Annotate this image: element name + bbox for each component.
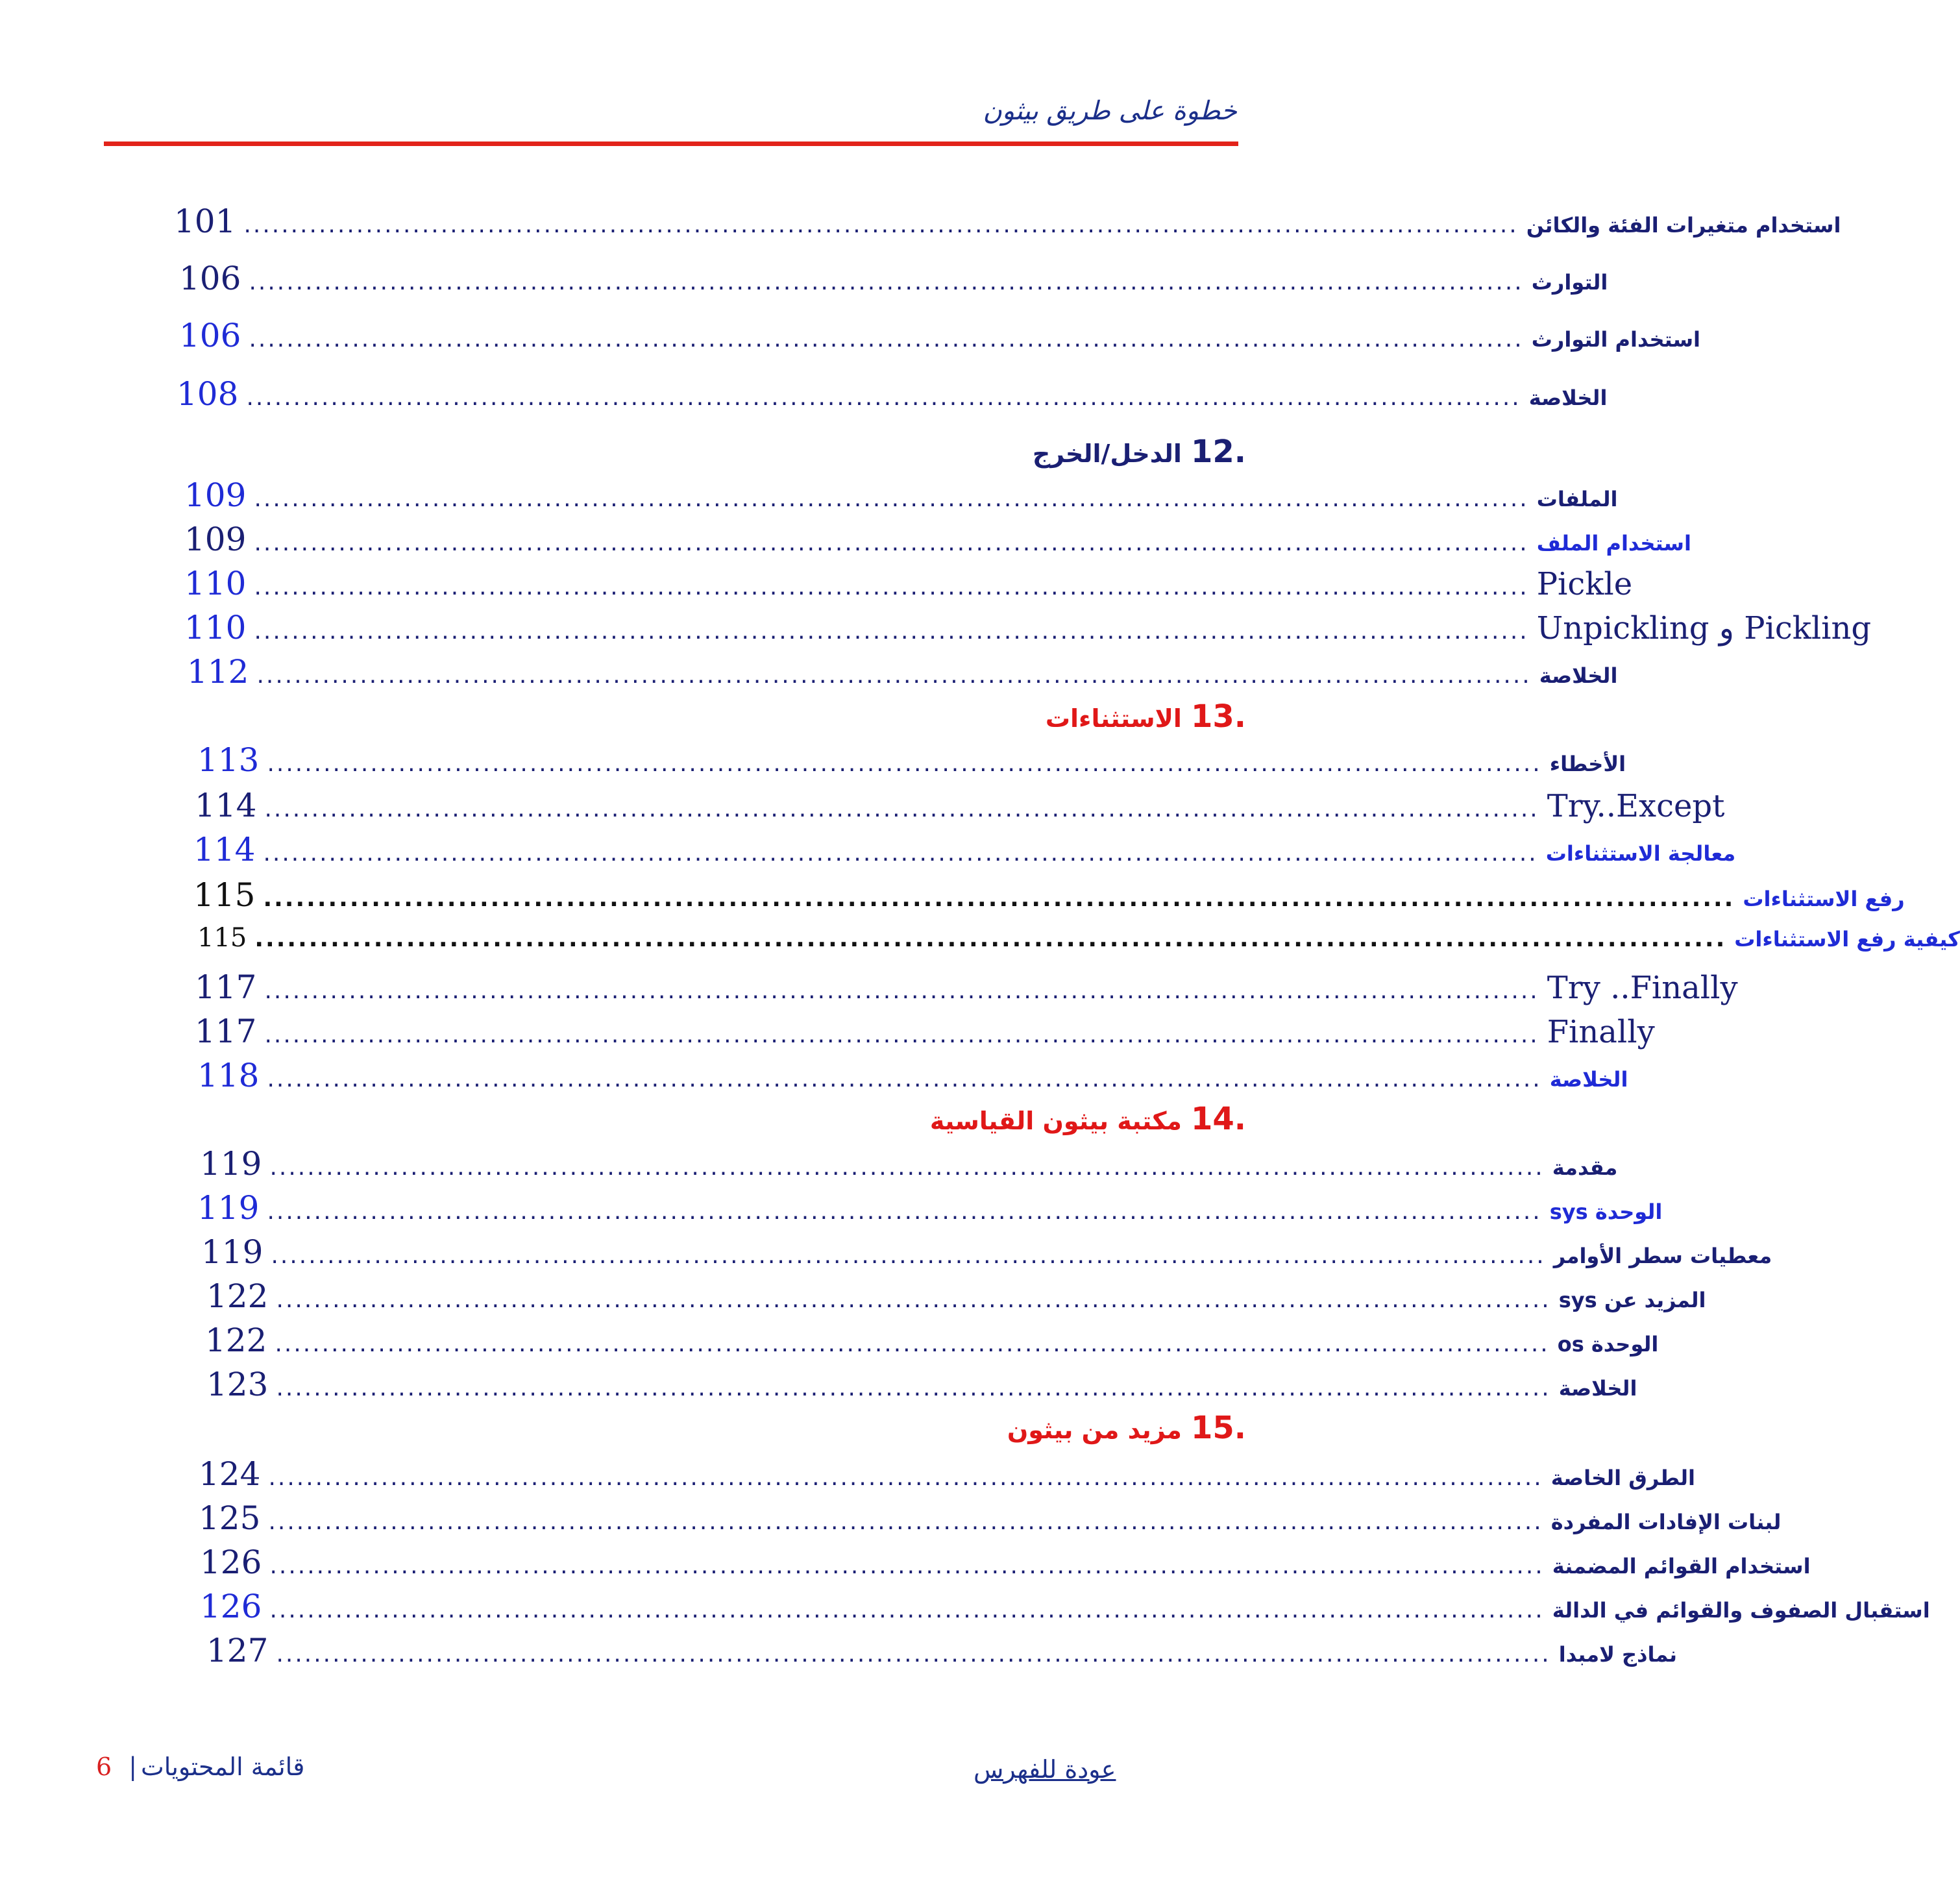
running-header-title: خطوة على طريق بيثون — [983, 96, 1237, 126]
toc-page-number: 118 — [197, 1057, 260, 1094]
chapter-heading-13[interactable] — [1046, 698, 1246, 739]
toc-page-number: 119 — [201, 1233, 263, 1271]
toc-entry-label: معالجة الاستثناءات — [1545, 841, 1736, 866]
footer-section-label: قائمة المحتويات — [141, 1752, 305, 1781]
toc-entry-label: رفع الاستثناءات — [1743, 887, 1905, 911]
toc-entry[interactable] — [179, 317, 1700, 357]
toc-entry-label: Try ..Finally — [1547, 970, 1738, 1006]
toc-entry-label: استخدام التوارث — [1531, 327, 1700, 352]
toc-entry[interactable] — [206, 1632, 1677, 1672]
toc-leader-dots: ........................................................................................................................................ — [267, 750, 1542, 777]
toc-entry-label: الأخطاء — [1549, 752, 1626, 776]
toc-entry[interactable] — [184, 476, 1618, 517]
toc-page-number: 101 — [174, 203, 236, 240]
toc-entry[interactable] — [201, 1233, 1772, 1273]
toc-entry-label: معطيات سطر الأوامر — [1553, 1244, 1772, 1268]
toc-entry[interactable] — [184, 609, 1872, 649]
toc-entry[interactable] — [187, 653, 1618, 693]
toc-page-number: 117 — [195, 1013, 257, 1050]
toc-entry[interactable] — [179, 260, 1608, 300]
toc-leader-dots: ........................................................................................................................................ — [254, 926, 1727, 952]
toc-leader-dots: ........................................................................................................................................ — [264, 1022, 1539, 1048]
toc-page-number: 110 — [184, 609, 247, 646]
toc-entry[interactable] — [193, 831, 1736, 871]
toc-entry[interactable] — [200, 1145, 1618, 1185]
toc-leader-dots: ........................................................................................................................................ — [269, 1154, 1545, 1181]
toc-entry[interactable] — [195, 1013, 1655, 1053]
chapter-number: 14. — [1190, 1101, 1246, 1137]
toc-entry[interactable] — [206, 1277, 1706, 1318]
toc-page-number: 113 — [197, 741, 260, 779]
toc-leader-dots: ........................................................................................................................................ — [256, 662, 1532, 689]
toc-page-number: 115 — [193, 876, 256, 914]
toc-entry[interactable] — [184, 521, 1691, 561]
toc-entry-label: Unpickling و Pickling — [1536, 610, 1872, 646]
toc-page-number: 126 — [200, 1588, 262, 1625]
toc-entry[interactable] — [184, 565, 1633, 605]
back-to-index-link[interactable]: عودة للفهرس — [974, 1755, 1116, 1784]
toc-page-number: 122 — [206, 1277, 269, 1315]
toc-entry-label: الخلاصة — [1528, 386, 1608, 410]
toc-page-number: 109 — [184, 521, 247, 558]
chapter-title: الاستثناءات — [1045, 704, 1182, 733]
toc-leader-dots: ........................................................................................................................................ — [263, 885, 1735, 912]
toc-leader-dots: ........................................................................................................................................ — [268, 1464, 1543, 1491]
toc-leader-dots: ........................................................................................................................................ — [264, 977, 1539, 1004]
toc-entry-label: استخدام القوائم المضمنة — [1552, 1554, 1811, 1579]
toc-leader-dots: ........................................................................................................................................ — [254, 574, 1529, 600]
footer-page-number: 6 — [96, 1752, 112, 1781]
toc-leader-dots: ........................................................................................................................................ — [254, 486, 1529, 512]
toc-leader-dots: ........................................................................................................................................ — [276, 1641, 1551, 1667]
toc-entry[interactable] — [197, 741, 1626, 781]
toc-entry-label: استقبال الصفوف والقوائم في الدالة — [1552, 1598, 1930, 1623]
toc-entry-label: استخدام متغيرات الفئة والكائن — [1526, 213, 1841, 238]
toc-entry-label: كيفية رفع الاستثناءات — [1734, 927, 1960, 952]
toc-entry-label: المزيد عن sys — [1558, 1288, 1706, 1312]
footer-separator: | — [129, 1752, 137, 1781]
toc-leader-dots: ........................................................................................................................................ — [276, 1286, 1551, 1313]
toc-entry-label: Pickle — [1536, 566, 1633, 602]
toc-page-number: 125 — [199, 1499, 261, 1537]
toc-page-number: 124 — [199, 1455, 261, 1493]
toc-page-number: 127 — [206, 1632, 269, 1669]
toc-entry[interactable] — [206, 1366, 1637, 1406]
toc-page-number: 119 — [197, 1189, 260, 1227]
toc-entry[interactable] — [195, 787, 1725, 827]
toc-entry-label: استخدام الملف — [1536, 531, 1691, 556]
toc-entry-label: Finally — [1547, 1014, 1655, 1050]
toc-entry[interactable] — [200, 1543, 1811, 1584]
toc-leader-dots: ........................................................................................................................................ — [254, 618, 1529, 645]
toc-entry-label: مقدمة — [1552, 1155, 1618, 1180]
chapter-number: 15. — [1190, 1410, 1246, 1446]
toc-page-number: 106 — [179, 317, 241, 354]
toc-entry-label: التوارث — [1531, 270, 1608, 295]
toc-entry[interactable] — [199, 1499, 1782, 1540]
toc-entry[interactable] — [200, 1588, 1930, 1628]
toc-leader-dots: ........................................................................................................................................ — [275, 1331, 1550, 1357]
toc-entry[interactable] — [199, 1455, 1695, 1495]
toc-page-number: 109 — [184, 476, 247, 514]
chapter-title: مزيد من بيثون — [1007, 1416, 1182, 1444]
toc-leader-dots: ........................................................................................................................................ — [243, 212, 1519, 238]
chapter-heading-15[interactable] — [1007, 1410, 1246, 1450]
toc-page-number: 119 — [200, 1145, 262, 1183]
toc-leader-dots: ........................................................................................................................................ — [276, 1375, 1551, 1401]
toc-page-number: 115 — [197, 923, 247, 953]
toc-page-number: 108 — [177, 375, 239, 413]
toc-entry-label: Try..Except — [1547, 788, 1725, 824]
toc-leader-dots: ........................................................................................................................................ — [263, 840, 1538, 867]
chapter-heading-12[interactable] — [1033, 434, 1246, 474]
toc-leader-dots: ........................................................................................................................................ — [269, 1597, 1545, 1623]
toc-entry-label: الوحدة os — [1557, 1332, 1659, 1357]
toc-page-number: 110 — [184, 565, 247, 602]
toc-entry[interactable] — [193, 876, 1905, 916]
toc-entry[interactable] — [197, 923, 1960, 963]
toc-leader-dots: ........................................................................................................................................ — [264, 796, 1539, 822]
chapter-title: مكتبة بيثون القياسية — [929, 1107, 1182, 1135]
toc-page-number: 114 — [195, 787, 257, 824]
toc-entry[interactable] — [205, 1322, 1659, 1362]
toc-leader-dots: ........................................................................................................................................ — [249, 269, 1524, 295]
toc-entry[interactable] — [197, 1057, 1628, 1097]
toc-leader-dots: ........................................................................................................................................ — [267, 1066, 1542, 1092]
toc-leader-dots: ........................................................................................................................................ — [269, 1553, 1545, 1579]
chapter-number: 12. — [1190, 434, 1246, 470]
toc-leader-dots: ........................................................................................................................................ — [246, 384, 1521, 411]
toc-entry-label: الخلاصة — [1558, 1376, 1637, 1401]
toc-leader-dots: ........................................................................................................................................ — [249, 326, 1524, 352]
toc-page-number: 123 — [206, 1366, 269, 1403]
toc-entry-label: الملفات — [1536, 487, 1618, 511]
toc-page-number: 112 — [187, 653, 249, 691]
footer-page-info — [96, 1752, 304, 1781]
toc-entry-label: الوحدة sys — [1549, 1199, 1663, 1224]
toc-leader-dots: ........................................................................................................................................ — [267, 1198, 1542, 1225]
toc-page-number: 114 — [193, 831, 256, 868]
toc-page-number: 126 — [200, 1543, 262, 1581]
toc-entry[interactable] — [197, 1189, 1663, 1229]
chapter-title: الدخل/الخرج — [1032, 439, 1182, 468]
toc-leader-dots: ........................................................................................................................................ — [271, 1242, 1546, 1269]
toc-entry-label: الخلاصة — [1549, 1067, 1628, 1092]
toc-leader-dots: ........................................................................................................................................ — [268, 1508, 1543, 1535]
toc-entry[interactable] — [174, 203, 1841, 243]
toc-page-number: 106 — [179, 260, 241, 297]
toc-entry-label: نماذج لامبدا — [1558, 1642, 1677, 1667]
toc-entry-label: الخلاصة — [1539, 663, 1618, 688]
toc-page-number: 117 — [195, 968, 257, 1006]
toc-entry[interactable] — [177, 375, 1608, 415]
toc-page-number: 122 — [205, 1322, 267, 1359]
toc-entry-label: الطرق الخاصة — [1550, 1466, 1695, 1490]
toc-leader-dots: ........................................................................................................................................ — [254, 530, 1529, 556]
chapter-number: 13. — [1190, 698, 1246, 735]
chapter-heading-14[interactable] — [930, 1101, 1246, 1141]
toc-entry[interactable] — [195, 968, 1738, 1009]
toc-entry-label: لبنات الإفادات المفردة — [1550, 1510, 1782, 1534]
